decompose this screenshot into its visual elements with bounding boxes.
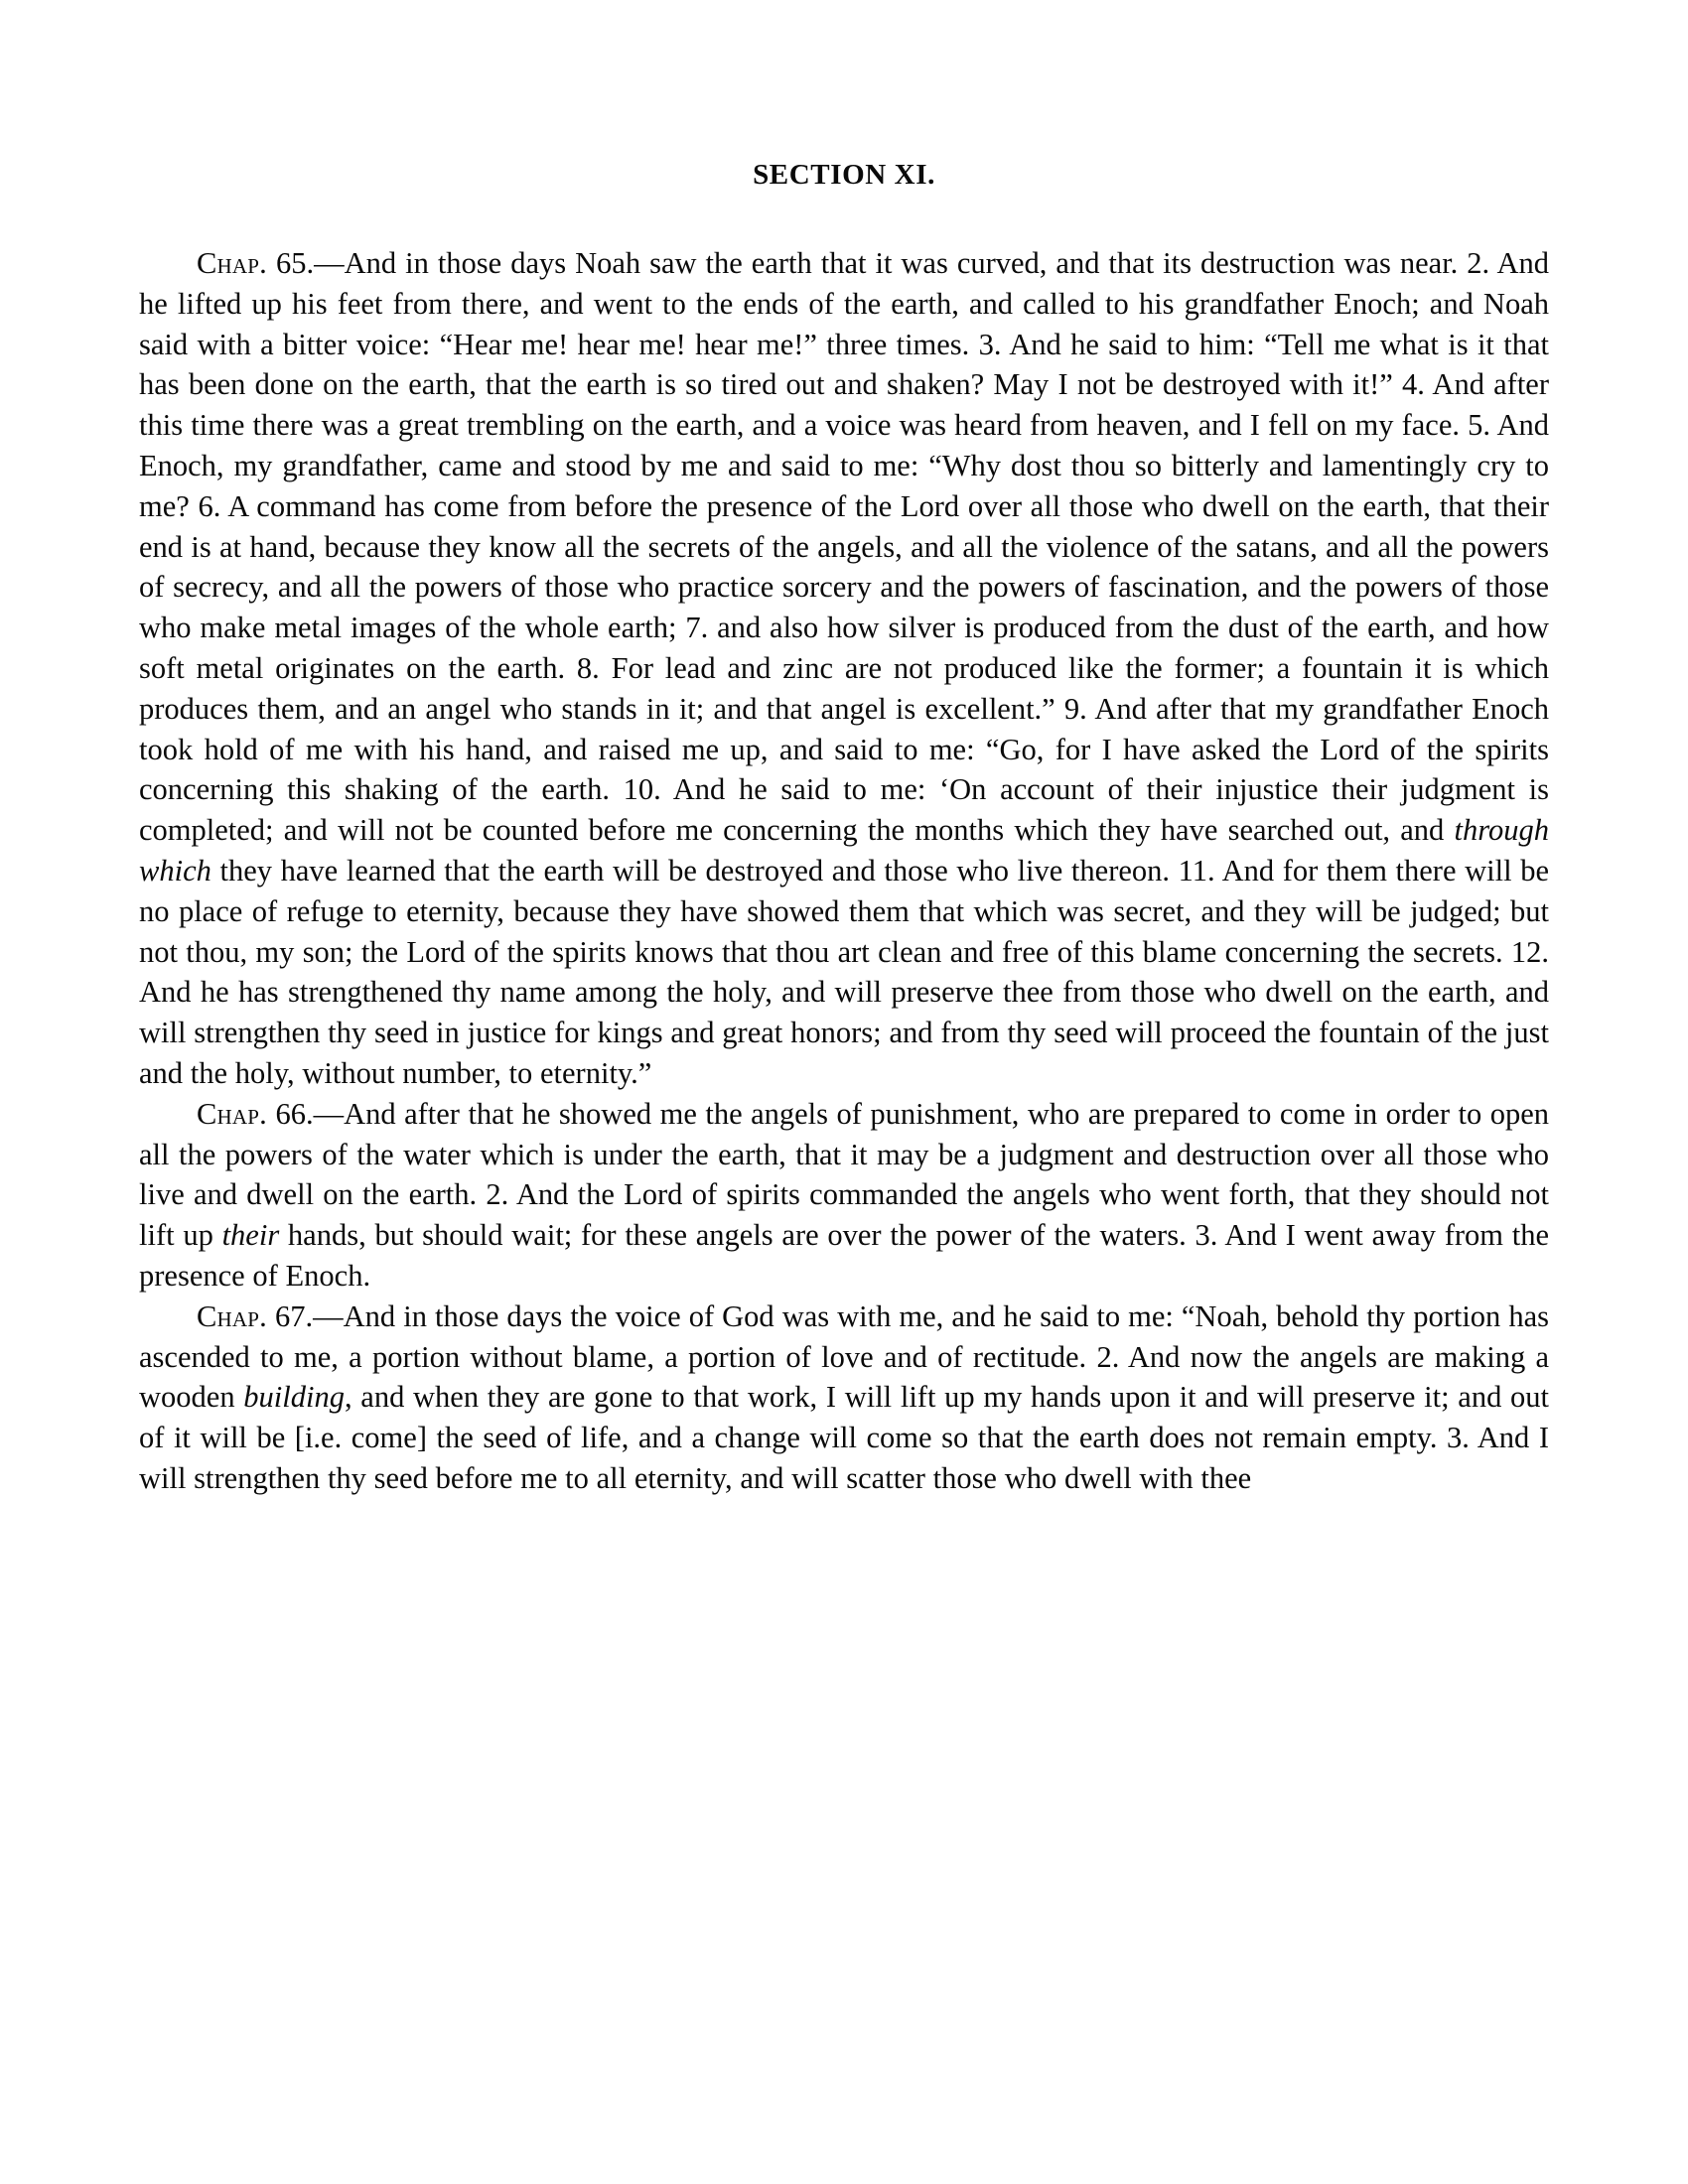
chapter-number: 66. <box>275 1096 314 1131</box>
body-text-run: And after that he showed me the angels of punishment, who are prepared to come in order to open all the powers of the water which is under the earth, that it may be a judgment and destruction over all those who live and dwell on the earth. 2. And the Lord of spirits commanded the angels who went forth, that they should not lift up <box>139 1096 1549 1253</box>
emphasis-text: through which <box>139 813 1549 887</box>
chapter-label: Chap. <box>197 246 267 280</box>
body-text-run: they have learned that the earth will be destroyed and those who live thereon. 11. And for them there will be no place of refuge to eternity, because they have showed them that which was secret, and they will be judged; but not thou, my son; the Lord of the spirits knows that thou art clean and free of this blame concerning the secrets. 12. And he has strengthened thy name among the holy, and will preserve thee from those who dwell on the earth, and will strengthen thy seed in justice for kings and great honors; and from thy seed will proceed the fountain of the just and the holy, without number, to eternity.” <box>139 853 1549 1090</box>
body-text-run: hands, but should wait; for these angels are over the power of the waters. 3. And I went away from the presence of Enoch. <box>139 1218 1549 1293</box>
body-text-run: And in those days the voice of God was with me, and he said to me: “Noah, behold thy portion has ascended to me, a portion without blame, a portion of love and of rectitude. 2. And now the angels are making a wooden <box>139 1298 1549 1415</box>
em-dash: — <box>313 1096 345 1131</box>
section-heading: SECTION XI. <box>753 159 935 191</box>
paragraph-chap-65 <box>139 243 1549 1094</box>
page-content <box>139 159 1549 1499</box>
body-text-run: , and when they are gone to that work, I will lift up my hands upon it and will preserve it; and out of it will be [i.e. come] the seed of life, and a change will come so that the earth does not remain empty. 3. And I will strengthen thy seed before me to all eternity, and will scatter those who dwell with thee <box>139 1380 1549 1495</box>
body-text-run: And in those days Noah saw the earth that it was curved, and that its destruction was near. 2. And he lifted up his feet from there, and went to the ends of the earth, and called to his grandfather Enoch; and Noah said with a bitter voice: “Hear me! hear me! hear me!” three times. 3. And he said to him: “Tell me what is it that has been done on the earth, that the earth is so tired out and shaken? May I not be destroyed with it!” 4. And after this time there was a great trembling on the earth, and a voice was heard from heaven, and I fell on my face. 5. And Enoch, my grandfather, came and stood by me and said to me: “Why dost thou so bitterly and lamentingly cry to me? 6. A command has come from before the presence of the Lord over all those who dwell on the earth, that their end is at hand, because they know all the secrets of the angels, and all the violence of the satans, and all the powers of secrecy, and all the powers of those who practice sorcery and the powers of fascination, and the powers of those who make metal images of the whole earth; 7. and also how silver is produced from the dust of the earth, and how soft metal originates on the earth. 8. For lead and zinc are not produced like the former; a fountain it is which produces them, and an angel who stands in it; and that angel is excellent.” 9. And after that my grandfather Enoch took hold of me with his hand, and raised me up, and said to me: “Go, for I have asked the Lord of the spirits concerning this shaking of the earth. 10. And he said to me: ‘On account of their injustice their judgment is completed; and will not be counted before me concerning the months which they have searched out, and <box>139 246 1550 848</box>
paragraph-chap-67 <box>139 1297 1549 1499</box>
chapter-number: 65. <box>275 246 315 280</box>
chapter-label: Chap. <box>197 1298 267 1333</box>
chapter-number: 67. <box>275 1298 314 1333</box>
emphasis-text: building <box>243 1380 345 1415</box>
chapter-label: Chap. <box>197 1096 267 1131</box>
em-dash: — <box>313 1298 344 1333</box>
em-dash: — <box>314 246 345 280</box>
body-text <box>139 243 1549 1499</box>
emphasis-text: their <box>221 1218 280 1253</box>
paragraph-chap-66 <box>139 1094 1549 1297</box>
